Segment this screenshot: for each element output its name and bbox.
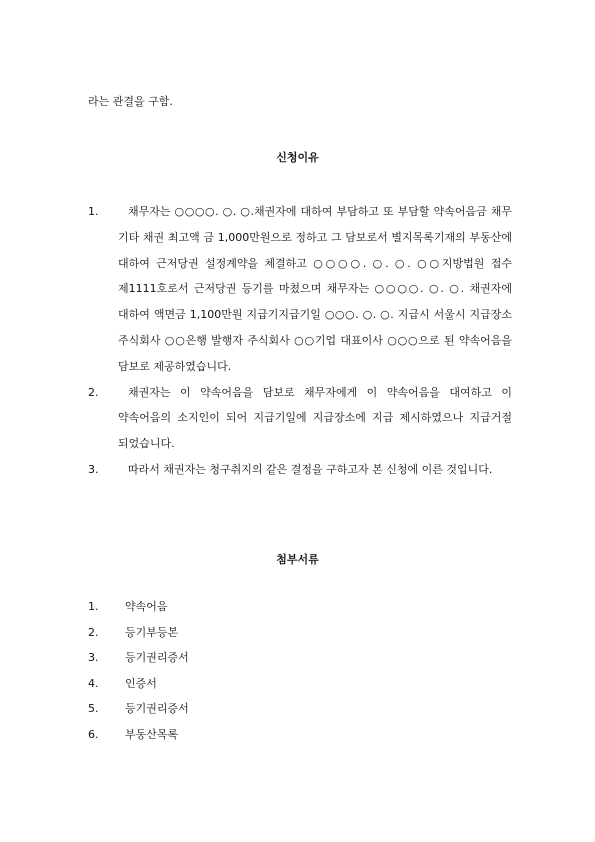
attachment-number: 6. [88, 727, 99, 741]
reason-number: 1. [88, 205, 99, 218]
attachment-number: 5. [88, 702, 99, 715]
intro-line: 라는 관결을 구함. [88, 95, 173, 108]
attachment-item [88, 599, 512, 625]
attachment-number: 1. [88, 600, 99, 613]
attachment-text: 등기권리증서 [125, 651, 189, 664]
attachment-number: 2. [88, 625, 99, 639]
reason-item [88, 199, 512, 380]
attachment-text: 인증서 [125, 676, 157, 690]
attachment-number: 3. [88, 651, 99, 664]
reason-number: 3. [88, 462, 99, 476]
reason-text: 채권자는 이 약속어음을 담보로 채무자에게 이 약속어음을 대여하고 이 약속어음의 소지인이 되어 지급기일에 지급장소에 지급 제시하였으나 지급거절 되었습니다. [118, 385, 512, 451]
attachment-item [88, 625, 512, 651]
reason-item [88, 380, 512, 457]
reason-item [88, 457, 512, 483]
attachment-item [88, 676, 512, 702]
reasons-heading: 신청이유 [276, 151, 319, 164]
attachment-number: 4. [88, 676, 99, 690]
attachment-text: 등기부등본 [125, 625, 179, 639]
attachment-text: 약속어음 [125, 600, 168, 613]
attachment-item [88, 727, 512, 753]
attachments-heading: 첨부서류 [276, 553, 319, 566]
attachment-item [88, 650, 512, 676]
reason-text: 따라서 채권자는 청구취지의 같은 결정을 구하고자 본 신청에 이른 것입니다. [128, 462, 493, 476]
attachment-text: 등기권리증서 [125, 702, 189, 715]
reason-number: 2. [88, 385, 99, 399]
reason-text: 채무자는 ○○○○. ○. ○.채권자에 대하여 부담하고 또 부담할 약속어음금 채무 기타 채권 최고액 금 1,000만원으로 정하고 그 담보로서 별지목록기재의 부동산에 대하여 근저당권 설정계약을 체결하고 ○○○○. ○. ○. ○○지방법원 접수 제1111호로서 근저당권 등기를 마쳤으며 채무자는 ○○○○. ○. ○. 채권자에 대하여 액면금 1,100만원 지급기지급기일 ○○○. ○. ○. 지급시 서울시 지급장소 주식회사 ○○은행 발행자 주식회사 ○○기업 대표이사 ○○○으로 된 약속어음을 담보로 제공하였습니다. [118, 205, 512, 373]
attachments-list [88, 599, 512, 752]
attachment-item [88, 701, 512, 727]
reasons-list [88, 199, 512, 483]
attachment-text: 부동산목록 [125, 727, 179, 741]
